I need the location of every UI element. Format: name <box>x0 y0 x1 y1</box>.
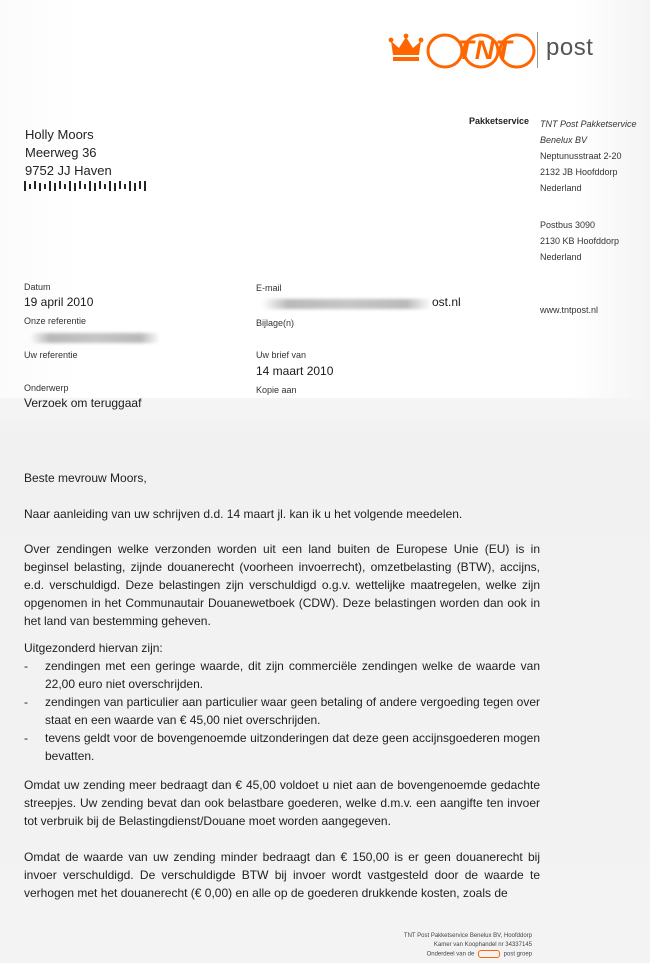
datum-label: Datum <box>24 282 51 292</box>
paragraph-3: Omdat uw zending meer bedraagt dan € 45,00 voldoet u niet aan de bovengenoemde gedachte streepjes. Uw zending bevat dan ook belastbare goederen, welke d.m.v. een aangifte ten invoer tot verbruik bij de Belastingdienst/Douane moet worden aangegeven. <box>24 778 540 828</box>
sender-company-line2: Benelux BV <box>540 135 588 145</box>
page-footer <box>392 932 532 960</box>
list-item <box>24 729 540 765</box>
bullet-dash: - <box>24 731 28 745</box>
redacted-reference <box>30 333 160 343</box>
footer-line-3-end: post groep <box>503 951 532 958</box>
kopie-aan-label: Kopie aan <box>256 385 297 395</box>
bullet-dash: - <box>24 695 28 709</box>
tnt-wordmark: TNT <box>457 35 513 65</box>
paragraph-2: Over zendingen welke verzonden worden uit een land buiten de Europese Unie (EU) is in beginsel belasting, zijnde douanerecht (voorheen invoerrecht), omzetbelasting (BTW), accijns, e.d. verschuldigd. Deze belastingen zijn verschuldigd o.g.v. wettelijke maatregelen, welke zijn opgenomen in het Communautair Douanewetboek (CDW). Deze belastingen worden dan ook in het land van bestemming geheven. <box>24 542 540 628</box>
logo-divider <box>537 32 538 68</box>
recipient-name: Holly Moors <box>25 127 94 142</box>
bijlage-label: Bijlage(n) <box>256 318 295 328</box>
recipient-address <box>25 126 112 180</box>
redacted-email <box>262 299 432 309</box>
footer-line-2: Kamer van Koophandel nr 34337145 <box>433 942 532 948</box>
postbus-line: Postbus 3090 <box>540 220 596 230</box>
sender-postbus <box>540 217 619 265</box>
onderwerp-label: Onderwerp <box>24 383 69 393</box>
recipient-street: Meerweg 36 <box>25 145 97 160</box>
exceptions-list <box>24 657 540 765</box>
sender-address <box>540 116 637 196</box>
uw-brief-value: 14 maart 2010 <box>256 364 334 378</box>
list-item <box>24 693 540 729</box>
uw-referentie-label: Uw referentie <box>24 350 78 360</box>
paragraph-4: Omdat de waarde van uw zending minder bedraagt dan € 150,00 is er geen douanerecht bij invoer verschuldigd. De verschuldigde BTW bij invoer wordt vastgesteld door de waarde te verhogen met het douanerecht (€ 0,00) en alle op de goederen drukkende kosten, zoals de <box>24 850 540 900</box>
postbus-country: Nederland <box>540 252 582 262</box>
footer-line-3-start: Onderdeel van de <box>426 951 475 958</box>
sender-street: Neptunusstraat 2-20 <box>540 151 622 161</box>
paragraph-1: Naar aanleiding van uw schrijven d.d. 14 maart jl. kan ik u het volgende meedelen. <box>24 507 463 521</box>
list-item-text: tevens geldt voor de bovengenoemde uitzonderingen dat deze geen accijnsgoederen mogen bevatten. <box>45 731 540 763</box>
salutation: Beste mevrouw Moors, <box>24 471 147 485</box>
tnt-mini-logo-icon <box>478 950 500 958</box>
post-wordmark: post <box>546 34 594 61</box>
list-item-text: zendingen van particulier aan particulier waar geen betaling of andere vergoeding tegen over staat en een waarde van € 45,00 niet overschrijden. <box>45 695 540 727</box>
footer-line-3 <box>392 950 532 960</box>
crown-icon <box>388 32 424 68</box>
onze-referentie-label: Onze referentie <box>24 316 87 326</box>
bullet-dash: - <box>24 659 28 673</box>
list-item-text: zendingen met een geringe waarde, dit zijn commerciële zendingen welke de waarde van 22,00 euro niet overschrijden. <box>45 659 540 691</box>
sender-label: Pakketservice <box>469 116 530 126</box>
onderwerp-value: Verzoek om teruggaaf <box>24 396 142 410</box>
email-label: E-mail <box>256 283 282 293</box>
datum-value: 19 april 2010 <box>24 295 94 309</box>
recipient-city: 9752 JJ Haven <box>25 163 112 178</box>
sender-country: Nederland <box>540 183 582 193</box>
sender-website: www.tntpost.nl <box>540 305 599 315</box>
sender-city: 2132 JB Hoofddorp <box>540 167 618 177</box>
postbus-city: 2130 KB Hoofddorp <box>540 236 620 246</box>
sender-company-line1: TNT Post Pakketservice <box>540 119 637 129</box>
exceptions-heading: Uitgezonderd hiervan zijn: <box>24 641 163 655</box>
footer-line-1: TNT Post Pakketservice Benelux BV, Hoofddorp <box>403 933 532 939</box>
email-value-visible: ost.nl <box>432 295 461 309</box>
list-item <box>24 657 540 693</box>
uw-brief-label: Uw brief van <box>256 350 307 360</box>
postal-barcode <box>24 181 150 191</box>
